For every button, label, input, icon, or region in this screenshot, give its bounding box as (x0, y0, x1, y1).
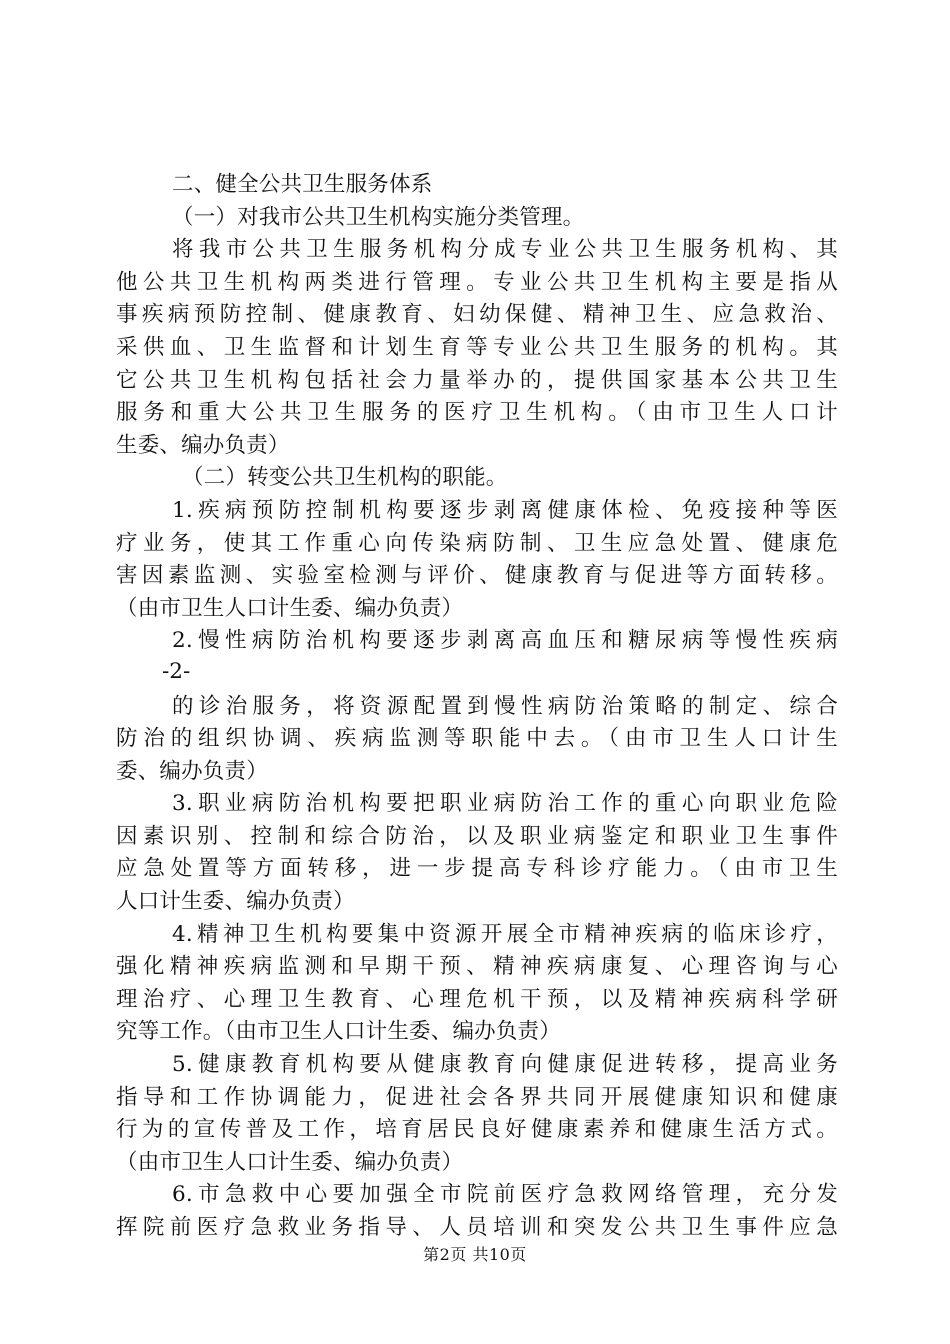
text-line: 6.市急救中心要加强全市院前医疗急救网络管理，充分发 (172, 1182, 838, 1208)
text-line: 防治的组织协调、疾病监测等职能中去。（由市卫生人口计生 (116, 726, 838, 752)
text-line: 应急处置等方面转移，进一步提高专科诊疗能力。（由市卫生 (116, 856, 838, 882)
text-line: 挥院前医疗急救业务指导、人员培训和突发公共卫生事件应急 (116, 1215, 838, 1240)
text-line: 1.疾病预防控制机构要逐步剥离健康体检、免疫接种等医 (172, 497, 838, 523)
text-line: （一）对我市公共卫生机构实施分类管理。 (172, 204, 585, 230)
text-line: （由市卫生人口计生委、编办负责） (116, 1149, 464, 1175)
text-line: 的诊治服务，将资源配置到慢性病防治策略的制定、综合 (172, 693, 838, 719)
text-line: 他公共卫生机构两类进行管理。专业公共卫生机构主要是指从 (116, 269, 838, 295)
text-line: 采供血、卫生监督和计划生育等专业公共卫生服务的机构。其 (116, 334, 838, 360)
text-line: 理治疗、心理卫生教育、心理危机干预，以及精神疾病科学研 (116, 986, 838, 1012)
text-line: 它公共卫生机构包括社会力量举办的，提供国家基本公共卫生 (116, 367, 838, 393)
document-body (116, 169, 838, 1245)
text-line: 疗业务，使其工作重心向传染病防制、卫生应急处置、健康危 (116, 530, 838, 556)
text-line: 事疾病预防控制、健康教育、妇幼保健、精神卫生、应急救治、 (116, 302, 838, 328)
text-line: 2.慢性病防治机构要逐步剥离高血压和糖尿病等慢性疾病 (172, 628, 838, 654)
text-line: （二）转变公共卫生机构的职能。 (182, 465, 508, 491)
text-line: 究等工作。（由市卫生人口计生委、编办负责） (116, 1019, 561, 1045)
text-line: 委、编办负责） (116, 758, 268, 784)
text-line: 强化精神疾病监测和早期干预、精神疾病康复、心理咨询与心 (116, 954, 838, 980)
inline-page-number: -2- (162, 658, 191, 684)
text-line: 害因素监测、实验室检测与评价、健康教育与促进等方面转移。 (116, 563, 838, 589)
text-line: 生委、编办负责） (116, 432, 290, 458)
text-line: 3.职业病防治机构要把职业病防治工作的重心向职业危险 (172, 791, 838, 817)
text-line: 行为的宣传普及工作，培育居民良好健康素养和健康生活方式。 (116, 1117, 838, 1143)
text-line: 指导和工作协调能力，促进社会各界共同开展健康知识和健康 (116, 1084, 838, 1110)
text-line: 5.健康教育机构要从健康教育向健康促进转移，提高业务 (172, 1052, 838, 1078)
page-footer: 第2页 共10页 (423, 1245, 527, 1264)
text-line: 因素识别、控制和综合防治，以及职业病鉴定和职业卫生事件 (116, 823, 838, 849)
text-line: 4.精神卫生机构要集中资源开展全市精神疾病的临床诊疗， (172, 921, 838, 947)
text-line: 将我市公共卫生服务机构分成专业公共卫生服务机构、其 (172, 237, 838, 263)
text-line: 服务和重大公共卫生服务的医疗卫生机构。（由市卫生人口计 (116, 400, 838, 426)
text-line: 二、健全公共卫生服务体系 (172, 172, 433, 197)
text-line: （由市卫生人口计生委、编办负责） (116, 595, 464, 621)
text-line: 人口计生委、编办负责） (116, 889, 355, 915)
